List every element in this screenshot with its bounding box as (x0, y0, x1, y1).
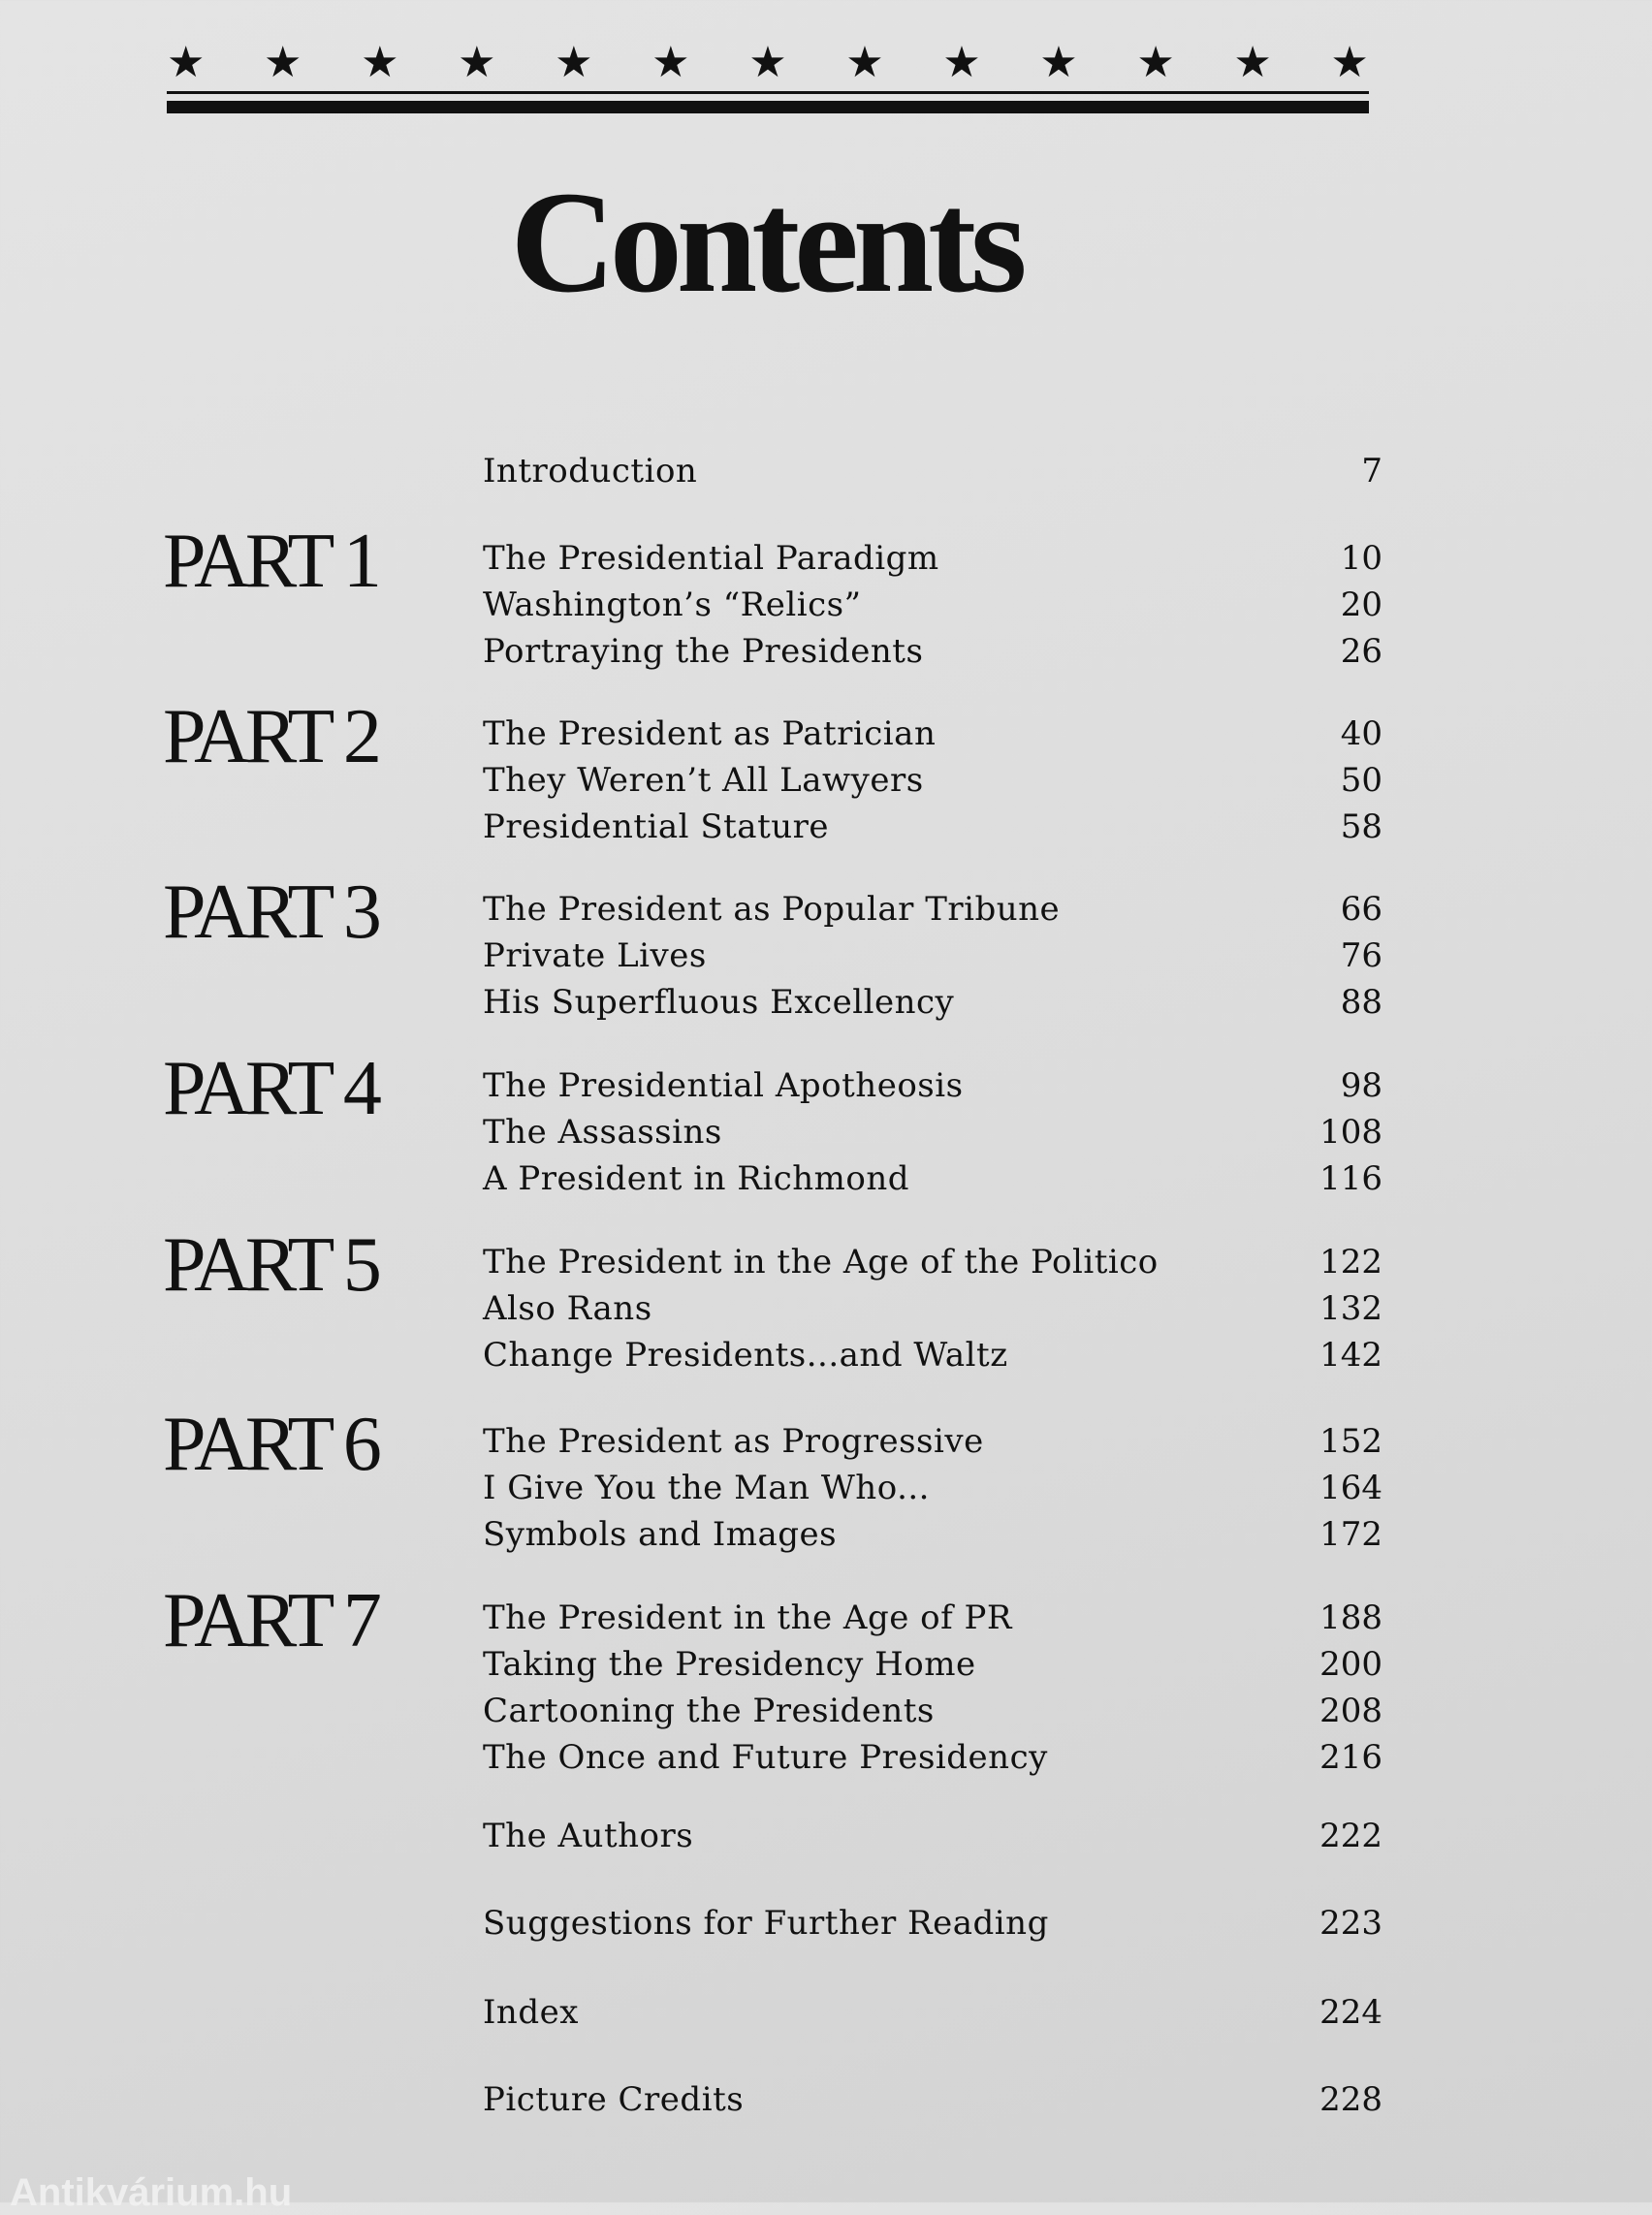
star-icon: ★ (651, 38, 690, 87)
star-icon: ★ (167, 38, 206, 87)
toc-entry[interactable] (0, 535, 1652, 582)
toc-entry[interactable] (0, 757, 1652, 804)
toc-entry[interactable] (0, 1285, 1652, 1332)
part-label-1: PART 1 (163, 519, 377, 604)
entry-title: The President in the Age of the Politico (483, 1243, 1159, 1282)
star-icon: ★ (264, 38, 302, 87)
entry-title: Washington’s “Relics” (483, 585, 862, 624)
entry-title: Portraying the Presidents (483, 632, 924, 671)
star-border (167, 39, 1369, 87)
page-number: 10 (1340, 539, 1382, 578)
entry-title: The President as Patrician (483, 714, 937, 753)
entry-title: Private Lives (483, 936, 707, 975)
toc-entry[interactable] (0, 1332, 1652, 1378)
header-rule-thick (167, 101, 1369, 113)
toc-entry-introduction[interactable] (0, 448, 1652, 494)
page-number: 66 (1340, 890, 1382, 929)
entry-title: The Once and Future Presidency (483, 1738, 1048, 1777)
part-label-2: PART 2 (163, 694, 377, 779)
entry-title: The President as Progressive (483, 1422, 984, 1461)
toc-entry[interactable] (0, 1688, 1652, 1734)
toc-entry-back-matter[interactable] (0, 1900, 1652, 1946)
star-icon: ★ (1039, 38, 1078, 87)
star-icon: ★ (555, 38, 593, 87)
header-rule-thin (167, 91, 1369, 94)
entry-title: Cartooning the Presidents (483, 1692, 935, 1730)
toc-entry[interactable] (0, 1418, 1652, 1465)
page-number: 20 (1340, 585, 1382, 624)
star-icon: ★ (942, 38, 981, 87)
part-label-3: PART 3 (163, 870, 377, 955)
entry-title: Picture Credits (483, 2080, 745, 2119)
entry-title: The Authors (483, 1817, 694, 1855)
part-label-6: PART 6 (163, 1402, 377, 1487)
page-number: 152 (1319, 1422, 1382, 1461)
page-number: 172 (1319, 1515, 1382, 1554)
toc-entry[interactable] (0, 1641, 1652, 1688)
page-number: 26 (1340, 632, 1382, 671)
toc-entry[interactable] (0, 1511, 1652, 1558)
page-number: 224 (1319, 1993, 1382, 2032)
toc-entry[interactable] (0, 1155, 1652, 1202)
page-number: 164 (1319, 1469, 1382, 1507)
entry-title: I Give You the Man Who... (483, 1469, 930, 1507)
entry-title: Presidential Stature (483, 807, 830, 846)
entry-title: Introduction (483, 452, 698, 490)
entry-title: They Weren’t All Lawyers (483, 761, 924, 800)
star-icon: ★ (458, 38, 496, 87)
toc-entry[interactable] (0, 1062, 1652, 1109)
star-icon: ★ (1233, 38, 1272, 87)
page-number: 188 (1319, 1598, 1382, 1637)
entry-title: A President in Richmond (483, 1159, 910, 1198)
entry-title: Taking the Presidency Home (483, 1645, 976, 1684)
toc-entry[interactable] (0, 582, 1652, 628)
page-number: 200 (1319, 1645, 1382, 1684)
part-label-7: PART 7 (163, 1578, 377, 1663)
page-title: Contents (510, 162, 1022, 323)
page-number: 98 (1340, 1066, 1382, 1105)
entry-title: The President in the Age of PR (483, 1598, 1012, 1637)
toc-entry-back-matter[interactable] (0, 1989, 1652, 2036)
entry-title: The Presidential Apotheosis (483, 1066, 964, 1105)
entry-title: The Assassins (483, 1113, 722, 1152)
entry-title: Also Rans (483, 1289, 652, 1328)
entry-title: Suggestions for Further Reading (483, 1904, 1049, 1943)
toc-entry[interactable] (0, 1109, 1652, 1155)
toc-entry[interactable] (0, 1595, 1652, 1641)
entry-title: The President as Popular Tribune (483, 890, 1061, 929)
entry-title: His Superfluous Excellency (483, 983, 955, 1022)
toc-entry[interactable] (0, 1239, 1652, 1285)
page-number: 108 (1319, 1113, 1382, 1152)
page-number: 208 (1319, 1692, 1382, 1730)
star-icon: ★ (1136, 38, 1175, 87)
toc-entry[interactable] (0, 628, 1652, 675)
star-icon: ★ (1330, 38, 1369, 87)
page-number: 50 (1340, 761, 1382, 800)
page-number: 76 (1340, 936, 1382, 975)
toc-entry[interactable] (0, 1465, 1652, 1511)
watermark: Antikvárium.hu (10, 2171, 293, 2214)
star-icon: ★ (845, 38, 884, 87)
toc-entry-back-matter[interactable] (0, 1813, 1652, 1859)
toc-entry[interactable] (0, 886, 1652, 933)
page-number: 122 (1319, 1243, 1382, 1282)
toc-entry[interactable] (0, 804, 1652, 850)
page-number: 228 (1319, 2080, 1382, 2119)
entry-title: Symbols and Images (483, 1515, 838, 1554)
toc-entry[interactable] (0, 711, 1652, 757)
page-number: 222 (1319, 1817, 1382, 1855)
page-number: 7 (1361, 452, 1382, 490)
star-icon: ★ (748, 38, 787, 87)
page-number: 223 (1319, 1904, 1382, 1943)
part-label-4: PART 4 (163, 1046, 377, 1131)
entry-title: Change Presidents...and Waltz (483, 1336, 1008, 1375)
page-number: 132 (1319, 1289, 1382, 1328)
entry-title: Index (483, 1993, 579, 2032)
page-number: 116 (1319, 1159, 1382, 1198)
toc-entry[interactable] (0, 1734, 1652, 1781)
toc-entry[interactable] (0, 933, 1652, 979)
page-number: 40 (1340, 714, 1382, 753)
entry-title: The Presidential Paradigm (483, 539, 939, 578)
part-label-5: PART 5 (163, 1222, 377, 1308)
star-icon: ★ (361, 38, 399, 87)
page-number: 88 (1340, 983, 1382, 1022)
page-number: 58 (1340, 807, 1382, 846)
toc-entry[interactable] (0, 979, 1652, 1026)
page-number: 216 (1319, 1738, 1382, 1777)
page-number: 142 (1319, 1336, 1382, 1375)
toc-entry-back-matter[interactable] (0, 2076, 1652, 2123)
